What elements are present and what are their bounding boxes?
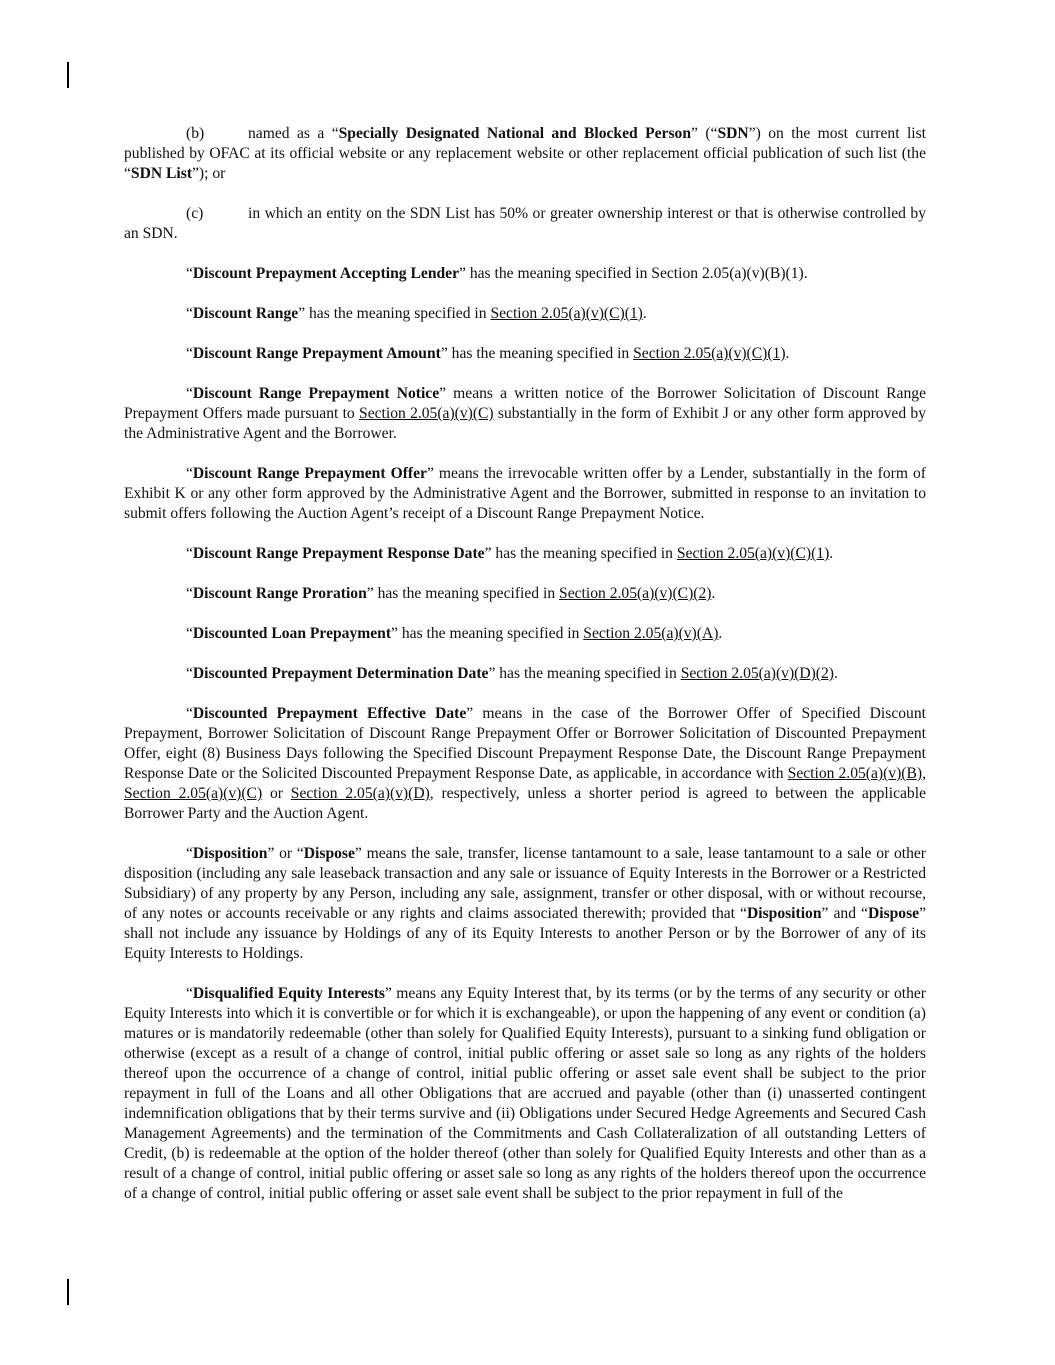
section-reference: Section 2.05(a)(v)(D)(2) [680, 665, 834, 682]
body-text: ” (“ [691, 125, 718, 142]
body-text: ” means any Equity Interest that, by its terms (or by the terms of any security or other Equity Interests into which it is convertible or for which it is exchangeable), or upon the happening of any event or condition (a) matures or is mandatorily redeemable (other than solely for Qualified Equity Interests), pursuant to a sinking fund obligation or otherwise (except as a result of a change of control, initial public offering or asset sale so long as any rights of the holders thereof upon the occurrence of a change of control, initial public offering or asset sale event shall be subject to the prior repayment in full of the Loans and all other Obligations that are accrued and payable (other than (i) unasserted contingent indemnification obligations that by their terms survive and (ii) Obligations under Secured Hedge Agreements and Secured Cash Management Agreements) and the termination of the Commitments and Cash Collateralization of all outstanding Letters of Credit, (b) is redeemable at the option of the holder thereof (other than solely for Qualified Equity Interests and other than as a result of a change of control, initial public offering or asset sale so long as any rights of the holders thereof upon the occurrence of a change of control, initial public offering or asset sale event shall be subject to the prior repayment in full of the [124, 985, 927, 1202]
definition-paragraph [124, 984, 926, 1204]
section-reference: Section 2.05(a)(v)(C)(1) [676, 545, 830, 562]
body-text: . [718, 625, 723, 642]
defined-term: Disposition [192, 845, 268, 862]
body-text: named as a “ [248, 125, 339, 142]
definition-paragraph [124, 664, 926, 684]
defined-term: Discount Range Prepayment Notice [192, 385, 440, 402]
body-text: . [642, 305, 647, 322]
definition-paragraph [124, 304, 926, 324]
body-text: ” shall not include any issuance by Holdings of any of its Equity Interests to another Person or by the Borrower of any of its Equity Interests to Holdings. [124, 905, 927, 962]
body-text: ” has the meaning specified in [484, 545, 677, 562]
body-text: “ [186, 585, 193, 602]
list-item-number: (c) [186, 205, 204, 222]
body-text: “ [186, 385, 193, 402]
body-text: ” has the meaning specified in [391, 625, 584, 642]
body-text: “ [186, 305, 193, 322]
body-text: ” means the irrevocable written offer by a Lender, substantially in the form of Exhibit K or any other form approved by the Administrative Agent and the Borrower, submitted in response to an invitation to submit offers following the Auction Agent’s receipt of a Discount Range Prepayment Notice. [124, 465, 926, 522]
section-reference: Section 2.05(a)(v)(C) [359, 405, 494, 422]
defined-term: Discount Range Prepayment Response Date [192, 545, 485, 562]
defined-term: SDN List [130, 165, 193, 182]
body-text: , [922, 765, 926, 782]
body-text: ” has the meaning specified in [440, 345, 634, 362]
document-body [124, 124, 926, 1224]
definition-paragraph [124, 844, 926, 964]
body-text: “ [186, 705, 193, 722]
defined-term: Specially Designated National and Blocked Person [338, 125, 692, 142]
list-item-number: (b) [186, 125, 205, 142]
definition-paragraph [124, 544, 926, 564]
defined-term: Discount Prepayment Accepting Lender [192, 265, 460, 282]
definition-paragraph [124, 624, 926, 644]
definition-paragraph [124, 384, 926, 444]
body-text: “ [186, 545, 193, 562]
definition-paragraph [124, 344, 926, 364]
body-text: ” means a written notice of the Borrower Solicitation of Discount Range Prepayment Offers made pursuant to [124, 385, 926, 422]
section-reference: Section 2.05(a)(v)(C)(1) [490, 305, 643, 322]
defined-term: Dispose [867, 905, 920, 922]
body-text: ” means the sale, transfer, license tantamount to a sale, lease tantamount to a sale or other disposition (including any sale leaseback transaction and any sale or issuance of Equity Interests in the Borrower or a Restricted Subsidiary) of any property by any Person, including any sale, assignment, transfer or other disposal, with or without recourse, of any notes or accounts receivable or any rights and claims associated therewith; provided that “ [124, 845, 926, 922]
body-text: , respectively, unless a shorter period is agreed to between the applicable Borrower Party and the Auction Agent. [124, 785, 926, 822]
body-text: ” means in the case of the Borrower Offer of Specified Discount Prepayment, Borrower Solicitation of Discount Range Prepayment Offer or Borrower Solicitation of Discounted Prepayment Offer, eight (8) Business Days following the Specified Discount Prepayment Response Date, the Discount Range Prepayment Response Date or the Solicited Discounted Prepayment Response Date, as applicable, in accordance with [124, 705, 926, 782]
body-text: ” and “ [821, 905, 868, 922]
definition-paragraph [124, 464, 926, 524]
body-text: “ [186, 465, 193, 482]
defined-term: Disqualified Equity Interests [192, 985, 386, 1002]
definition-paragraph [124, 264, 926, 284]
body-text: . [833, 665, 838, 682]
body-text: or [262, 785, 291, 802]
body-text: . [829, 545, 834, 562]
defined-term: Discount Range Prepayment Offer [192, 465, 427, 482]
body-text: ” has the meaning specified in [366, 585, 560, 602]
definition-paragraph [124, 584, 926, 604]
body-text: ” has the meaning specified in [488, 665, 681, 682]
body-text: ”); or [192, 165, 226, 182]
section-reference: Section 2.05(a)(v)(C)(2) [559, 585, 712, 602]
defined-term: Discounted Prepayment Determination Date [192, 665, 489, 682]
body-text: “ [186, 625, 193, 642]
definition-paragraph [124, 704, 926, 824]
defined-term: Disposition [746, 905, 822, 922]
body-text: “ [186, 845, 193, 862]
body-text: “ [186, 265, 193, 282]
section-reference: Section 2.05(a)(v)(C)(1) [633, 345, 786, 362]
body-text: ” or “ [267, 845, 304, 862]
section-reference: Section 2.05(a)(v)(A) [583, 625, 719, 642]
defined-term: Discounted Loan Prepayment [192, 625, 392, 642]
body-text: ”) on the most current list published by OFAC at its official website or any replacement website or other replacement official publication of such list (the “ [124, 125, 927, 182]
defined-term: Discount Range Proration [192, 585, 367, 602]
body-text: ” has the meaning specified in [298, 305, 491, 322]
section-reference: Section 2.05(a)(v)(B) [787, 765, 923, 782]
section-reference: Section 2.05(a)(v)(C) [124, 785, 263, 802]
defined-term: SDN [717, 125, 749, 142]
section-reference: Section 2.05(a)(v)(D) [290, 785, 430, 802]
body-text: . [711, 585, 716, 602]
body-text: “ [186, 665, 193, 682]
defined-term: Discounted Prepayment Effective Date [192, 705, 467, 722]
list-item-paragraph [124, 204, 926, 244]
body-text: ” has the meaning specified in Section 2.05(a)(v)(B)(1). [459, 265, 808, 282]
defined-term: Discount Range Prepayment Amount [192, 345, 441, 362]
page-margin-mark-bottom [67, 1279, 69, 1305]
body-text: substantially in the form of Exhibit J or any other form approved by the Administrative Agent and the Borrower. [124, 405, 926, 442]
defined-term: Dispose [303, 845, 355, 862]
body-text: “ [186, 985, 193, 1002]
list-item-paragraph [124, 124, 926, 184]
body-text: in which an entity on the SDN List has 50% or greater ownership interest or that is otherwise controlled by an SDN. [124, 205, 926, 242]
page-margin-mark-top [67, 62, 69, 88]
defined-term: Discount Range [192, 305, 299, 322]
body-text: . [785, 345, 790, 362]
body-text: “ [186, 345, 193, 362]
